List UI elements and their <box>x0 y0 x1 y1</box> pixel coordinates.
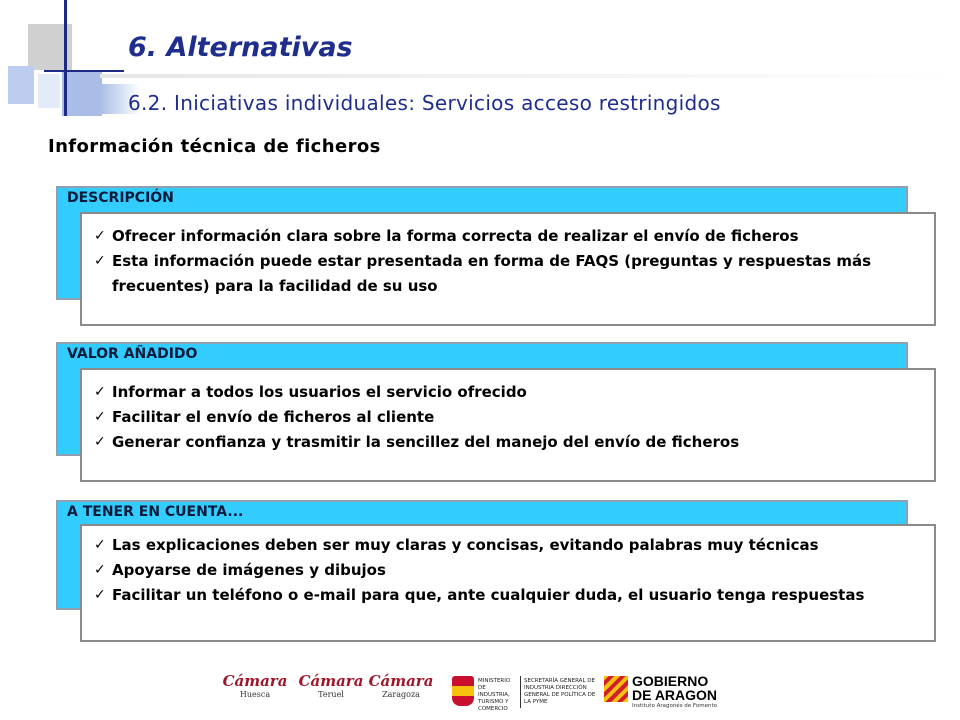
section-label: DESCRIPCIÓN <box>67 190 174 206</box>
logo-text: Cámara <box>368 672 434 690</box>
logo-camara-huesca <box>220 672 290 700</box>
list-item-text: Ofrecer información clara sobre la forma correcta de realizar el envío de ficheros <box>112 227 799 245</box>
check-icon: ✓ <box>94 409 106 425</box>
logo-text: MINISTERIO DE INDUSTRIA, TURISMO Y COMERCIO <box>478 678 511 712</box>
logo-text <box>632 674 717 702</box>
list-item <box>92 430 924 455</box>
list-item <box>92 583 924 608</box>
coat-of-arms-icon <box>452 676 474 706</box>
section-content-box <box>80 368 936 482</box>
slide-subtitle: 6.2. Iniciativas individuales: Servicios acceso restringidos <box>128 91 721 115</box>
decorative-line <box>64 0 67 116</box>
decorative-square <box>62 72 102 116</box>
bullet-list <box>92 380 924 455</box>
list-item-text: Generar confianza y trasmitir la sencillez del manejo del envío de ficheros <box>112 433 740 451</box>
logo-ministerio <box>452 676 596 712</box>
logo-city: Teruel <box>318 690 344 699</box>
decorative-bar <box>100 74 960 78</box>
logo-divider <box>520 676 521 708</box>
check-icon: ✓ <box>94 537 106 553</box>
section-label: A TENER EN CUENTA... <box>67 504 244 520</box>
logo-camara-zaragoza <box>366 672 436 700</box>
section-heading: Información técnica de ficheros <box>48 136 381 157</box>
list-item <box>92 405 924 430</box>
aragon-flag-icon <box>604 676 628 702</box>
check-icon: ✓ <box>94 228 106 244</box>
list-item <box>92 224 924 249</box>
section-content-box <box>80 524 936 642</box>
list-item-text: Apoyarse de imágenes y dibujos <box>112 561 386 579</box>
logo-gobierno-aragon <box>604 674 734 710</box>
check-icon: ✓ <box>94 587 106 603</box>
section-label: VALOR AÑADIDO <box>67 346 198 362</box>
list-item <box>92 533 924 558</box>
check-icon: ✓ <box>94 434 106 450</box>
list-item <box>92 558 924 583</box>
check-icon: ✓ <box>94 253 106 269</box>
slide-title: 6. Alternativas <box>128 32 353 63</box>
logo-city: Zaragoza <box>382 690 420 699</box>
decorative-square <box>38 74 60 108</box>
list-item <box>92 380 924 405</box>
logo-text-line: GOBIERNO <box>632 673 709 689</box>
logo-text: Cámara <box>222 672 288 690</box>
list-item-text: Facilitar el envío de ficheros al cliente <box>112 408 435 426</box>
list-item-text: Facilitar un teléfono o e-mail para que, ante cualquier duda, el usuario tenga respuestas <box>112 586 865 604</box>
logo-text-line: DE ARAGON <box>632 687 718 703</box>
list-item-text: Informar a todos los usuarios el servicio ofrecido <box>112 383 527 401</box>
list-item-text: Esta información puede estar presentada en forma de FAQS (preguntas y respuestas más frecuentes) para la facilidad de su uso <box>112 252 872 295</box>
section-content-box <box>80 212 936 326</box>
logo-text: SECRETARÍA GENERAL DE INDUSTRIA DIRECCIÓN GENERAL DE POLÍTICA DE LA PYME <box>524 678 596 705</box>
list-item-text: Las explicaciones deben ser muy claras y concisas, evitando palabras muy técnicas <box>112 536 819 554</box>
bullet-list <box>92 533 924 608</box>
check-icon: ✓ <box>94 562 106 578</box>
decorative-square <box>8 66 34 104</box>
check-icon: ✓ <box>94 384 106 400</box>
list-item <box>92 249 924 299</box>
decorative-line <box>44 70 124 72</box>
logo-camara-teruel <box>296 672 366 700</box>
footer-logos <box>220 672 740 712</box>
logo-city: Huesca <box>239 690 271 699</box>
bullet-list <box>92 224 924 299</box>
logo-subtext: Instituto Aragonés de Fomento <box>632 703 718 709</box>
logo-text: Cámara <box>298 672 364 690</box>
